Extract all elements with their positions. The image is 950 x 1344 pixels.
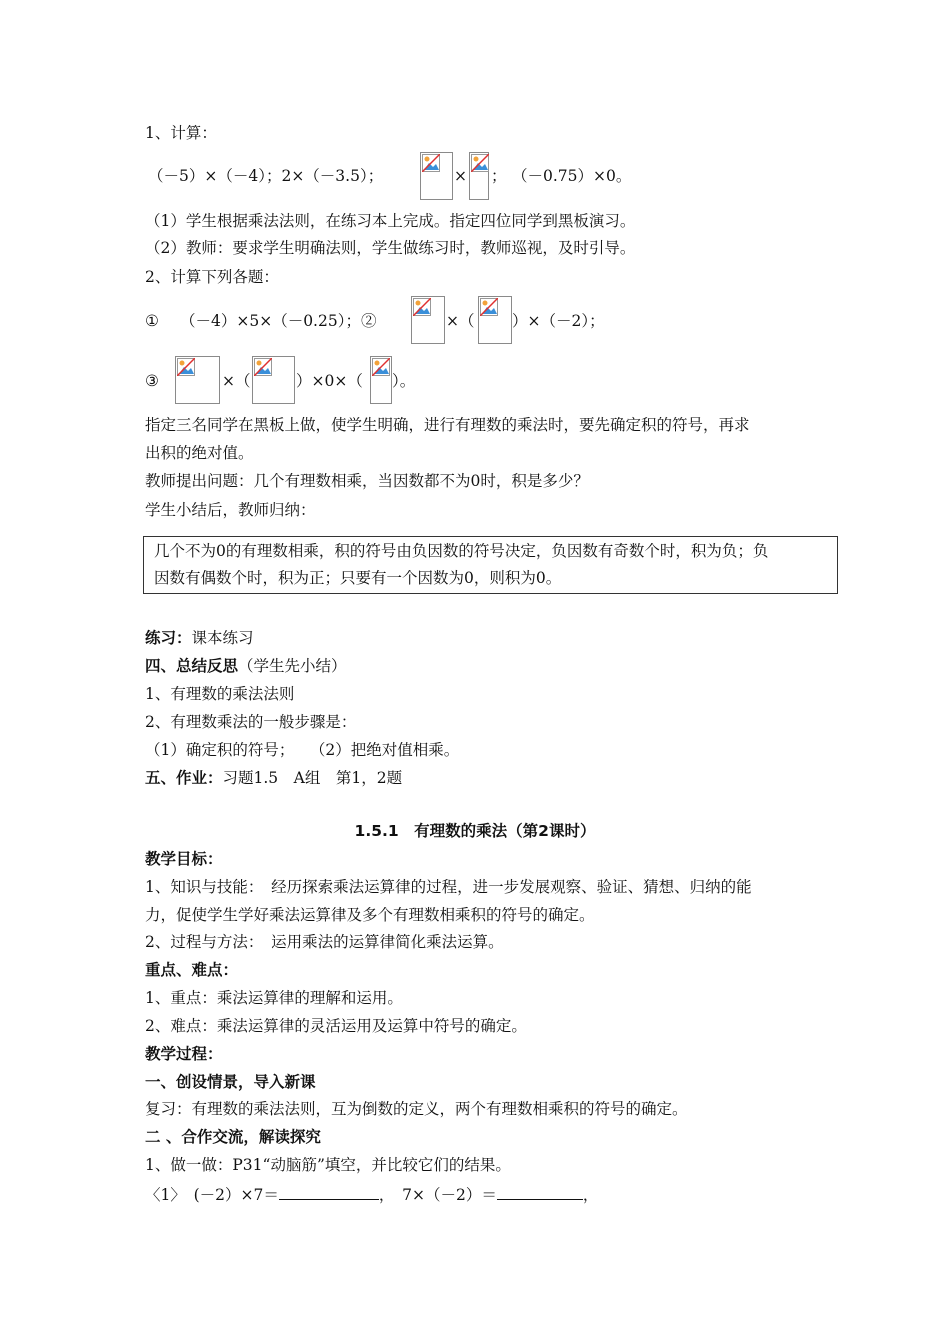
teaching-goals-heading: 教学目标：	[145, 850, 223, 868]
item-3-part-3: ）。	[392, 372, 416, 390]
broken-image-icon	[254, 358, 272, 376]
answer-blank-2[interactable]	[497, 1183, 583, 1200]
fraction-image-placeholder	[411, 296, 445, 344]
times-sign: ×	[454, 167, 467, 185]
broken-image-icon	[177, 358, 195, 376]
fraction-image-placeholder	[370, 356, 392, 404]
fill-label-1: 〈1〉 (－2）×7＝	[145, 1186, 279, 1204]
teaching-process-heading: 教学过程：	[145, 1045, 223, 1063]
key-point-1: 1、重点：乘法运算律的理解和运用。	[145, 989, 403, 1007]
item-3-marker: ③	[145, 372, 159, 390]
practice-label: 练习：	[145, 629, 192, 647]
goal-1-line-2: 力，促使学生学好乘法运算律及多个有理数相乘积的符号的确定。	[145, 906, 595, 924]
exercise-1-note-1: （1）学生根据乘法法则，在练习本上完成。指定四位同学到黑板演习。	[145, 212, 636, 230]
rule-box	[143, 536, 838, 594]
practice-line	[145, 628, 254, 648]
fill-label-2: ， 7×（－2）＝	[378, 1186, 497, 1204]
exercise-2-title: 2、计算下列各题：	[145, 268, 279, 286]
broken-image-icon	[480, 298, 498, 316]
teacher-question: 教师提出问题：几个有理数相乘，当因数都不为0时，积是多少？	[145, 472, 589, 490]
exercise-1-fill-line	[145, 1183, 598, 1205]
item-1-tail: ）×（－2）；	[512, 312, 605, 330]
exercise-1-note-2: （2）教师：要求学生明确法则，学生做练习时，教师巡视，及时引导。	[145, 239, 636, 257]
semicolon: ；	[491, 167, 507, 185]
rule-line-1: 几个不为0的有理数相乘，积的符号由负因数的符号决定，负因数有奇数个时，积为负；负	[154, 542, 769, 560]
times-open-paren: ×（	[446, 312, 475, 330]
summary-intro: 学生小结后，教师归纳：	[145, 501, 316, 519]
section-4-item-3: （1）确定积的符号； （2）把绝对值相乘。	[145, 741, 460, 759]
key-points-heading: 重点、难点：	[145, 961, 239, 979]
section-4-item-2: 2、有理数乘法的一般步骤是：	[145, 713, 357, 731]
lesson-2-title: 1.5.1 有理数的乘法（第2课时）	[354, 822, 596, 840]
answer-blank-1[interactable]	[279, 1183, 379, 1200]
step-2-heading: 二 、合作交流，解读探究	[145, 1128, 321, 1146]
section-4-heading: 四、总结反思	[145, 657, 239, 675]
fraction-image-placeholder	[252, 356, 295, 404]
exercise-1-expression-b: （－0.75）×0。	[512, 167, 632, 185]
fraction-image-placeholder	[420, 152, 453, 200]
practice-text: 课本练习	[191, 629, 254, 647]
review-line: 复习：有理数的乘法法则，互为倒数的定义，两个有理数相乘积的符号的确定。	[145, 1100, 688, 1118]
broken-image-icon	[422, 154, 440, 172]
broken-image-icon	[471, 154, 489, 172]
exercise-1-expression-a: （－5）×（－4）；2×（－3.5）；	[148, 167, 384, 185]
section-5-line	[145, 768, 402, 788]
fraction-image-placeholder	[478, 296, 512, 344]
section-5-text: 习题1.5 A组 第1，2题	[222, 769, 403, 787]
instruction-line-2: 出积的绝对值。	[145, 444, 254, 462]
goal-1-line-1: 1、知识与技能： 经历探索乘法运算律的过程，进一步发展观察、验证、猜想、归纳的能	[145, 878, 752, 896]
exercise-1-title: 1、计算：	[145, 124, 217, 142]
step-1-heading: 一、创设情景，导入新课	[145, 1073, 316, 1091]
fraction-image-placeholder	[469, 152, 489, 200]
goal-2: 2、过程与方法： 运用乘法的运算律简化乘法运算。	[145, 933, 504, 951]
rule-line-2: 因数有偶数个时，积为正；只要有一个因数为0，则积为0。	[154, 569, 562, 587]
section-4-item-1: 1、有理数的乘法法则	[145, 685, 295, 703]
fraction-image-placeholder	[175, 356, 220, 404]
broken-image-icon	[413, 298, 431, 316]
item-1-expression: （－4）×5×（－0.25）；②	[180, 312, 377, 330]
broken-image-icon	[372, 358, 390, 376]
section-4-heading-note: （学生先小结）	[238, 657, 347, 675]
fill-label-3: ，	[582, 1186, 599, 1204]
activity-line: 1、做一做：P31“动脑筋”填空，并比较它们的结果。	[145, 1156, 511, 1174]
item-1-marker: ①	[145, 312, 159, 330]
item-3-part-2: ）×0×（	[296, 372, 363, 390]
key-point-2: 2、难点：乘法运算律的灵活运用及运算中符号的确定。	[145, 1017, 527, 1035]
item-3-part-1: ×（	[222, 372, 251, 390]
instruction-line-1: 指定三名同学在黑板上做，使学生明确，进行有理数的乘法时，要先确定积的符号，再求	[145, 416, 750, 434]
section-5-heading: 五、作业：	[145, 769, 223, 787]
section-4-heading-line	[145, 656, 347, 676]
